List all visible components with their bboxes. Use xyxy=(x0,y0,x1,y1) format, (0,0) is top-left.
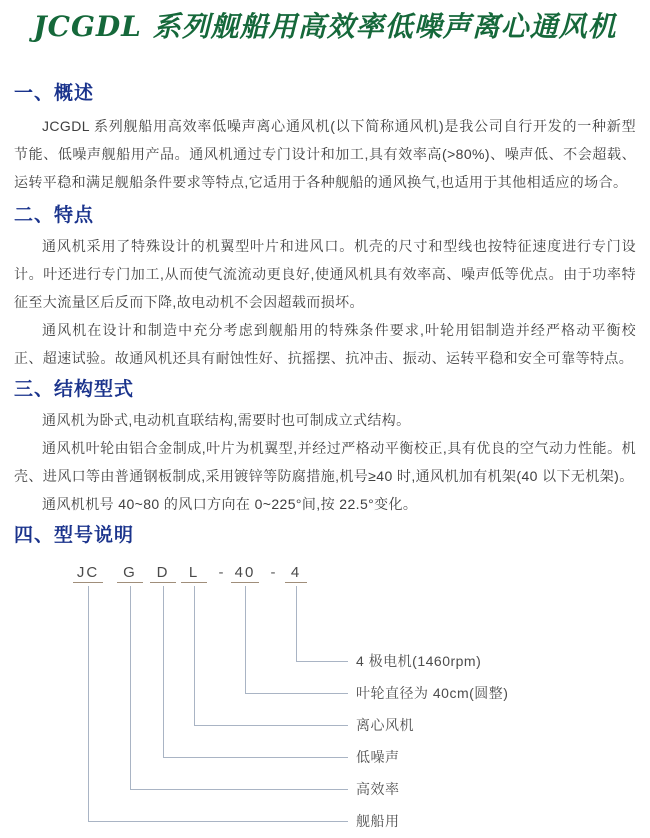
code-segment-g: G xyxy=(117,564,143,583)
structure-paragraph-1: 通风机为卧式,电动机直联结构,需要时也可制成立式结构。 xyxy=(42,412,411,428)
code-segment-40: 40 xyxy=(231,564,259,583)
diagram-label-impeller-diameter: 叶轮直径为 40cm(圆整) xyxy=(356,685,509,701)
connector-hline-g xyxy=(130,789,348,790)
connector-vline-l xyxy=(194,586,195,725)
diagram-label-centrifugal-fan: 离心风机 xyxy=(356,717,414,733)
connector-hline-l xyxy=(194,725,348,726)
page-title: JCGDL 系列舰船用高效率低噪声离心通风机 xyxy=(33,10,617,43)
section-heading-overview: 一、概述 xyxy=(14,83,95,104)
features-paragraph-2: 通风机在设计和制造中充分考虑到舰船用的特殊条件要求,叶轮用铝制造并经严格动平衡校正、超速试验。故通风机还具有耐蚀性好、抗摇摆、抗冲击、振动、运转平稳和安全可靠等特点。 xyxy=(14,322,636,366)
diagram-label-high-efficiency: 高效率 xyxy=(356,781,400,797)
code-dash-1: - xyxy=(218,564,224,581)
connector-vline-40 xyxy=(245,586,246,693)
diagram-label-low-noise: 低噪声 xyxy=(356,749,400,765)
code-segment-4: 4 xyxy=(285,564,307,583)
section-heading-features: 二、特点 xyxy=(14,205,95,226)
connector-vline-jc xyxy=(88,586,89,821)
code-segment-d: D xyxy=(150,564,176,583)
connector-hline-4 xyxy=(296,661,348,662)
connector-vline-d xyxy=(163,586,164,757)
overview-paragraph: JCGDL 系列舰船用高效率低噪声离心通风机(以下简称通风机)是我公司自行开发的一种新型节能、低噪声舰船用产品。通风机通过专门设计和加工,具有效率高(>80%)、噪声低、不会超载、运转平稳和满足舰船条件要求等特点,它适用于各种舰船的通风换气,也适用于其他相适应的场合。 xyxy=(14,118,636,190)
code-segment-l: L xyxy=(181,564,207,583)
code-dash-2: - xyxy=(270,564,276,581)
section-heading-structure: 三、结构型式 xyxy=(14,379,135,400)
code-segment-jc: JC xyxy=(73,564,103,583)
structure-paragraph-3: 通风机机号 40~80 的风口方向在 0~225°间,按 22.5°变化。 xyxy=(42,496,418,512)
connector-hline-40 xyxy=(245,693,348,694)
connector-hline-d xyxy=(163,757,348,758)
connector-vline-4 xyxy=(296,586,297,661)
section-heading-model: 四、型号说明 xyxy=(14,525,135,546)
diagram-label-marine-use: 舰船用 xyxy=(356,813,400,829)
connector-vline-g xyxy=(130,586,131,789)
features-paragraph-1: 通风机采用了特殊设计的机翼型叶片和进风口。机壳的尺寸和型线也按特征速度进行专门设计。叶还进行专门加工,从而使气流流动更良好,使通风机具有效率高、噪声低等优点。由于功率特征至大流量区后反而下降,故电动机不会因超载而损坏。 xyxy=(14,238,636,310)
diagram-label-motor-poles: 4 极电机(1460rpm) xyxy=(356,653,482,669)
structure-paragraph-2: 通风机叶轮由铝合金制成,叶片为机翼型,并经过严格动平衡校正,具有优良的空气动力性能。机壳、进风口等由普通钢板制成,采用镀锌等防腐措施,机号≥40 时,通风机加有机架(40 以下无机架)。 xyxy=(14,440,636,484)
connector-hline-jc xyxy=(88,821,348,822)
